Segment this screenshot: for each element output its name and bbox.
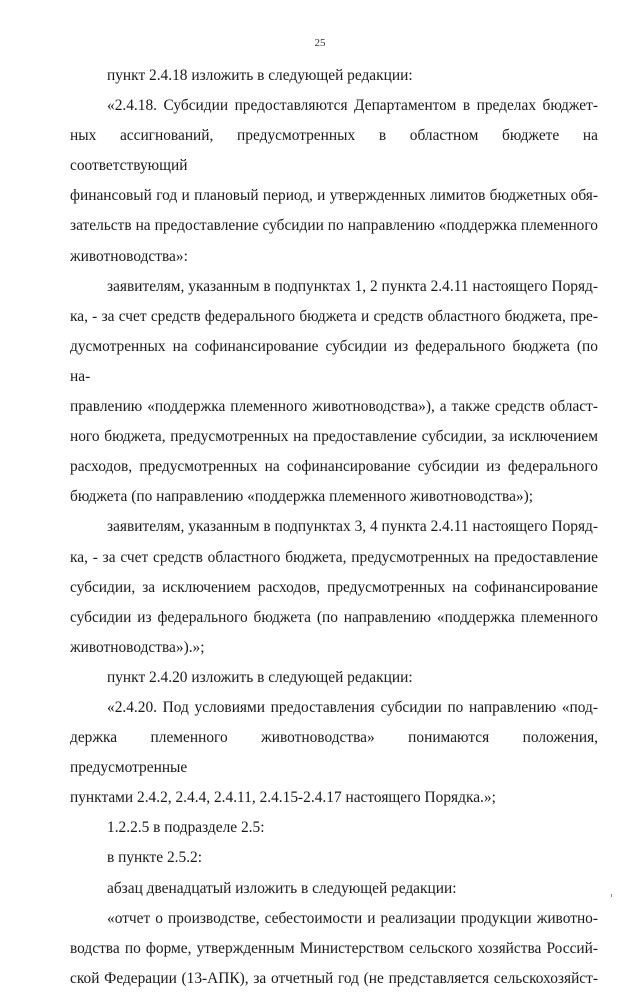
text-line: дусмотренных на софинансирование субсидии из федерального бюджета (по на- bbox=[70, 337, 598, 385]
text-line: водства по форме, утвержденным Министерством сельского хозяйства Россий- bbox=[70, 939, 598, 957]
paragraph-report-quote bbox=[70, 904, 598, 994]
text-line: «2.4.18. Субсидии предоставляются Департаментом в пределах бюджет- bbox=[107, 97, 598, 115]
text-line: животноводства»: bbox=[70, 247, 188, 265]
paragraph-applicants-3-4 bbox=[70, 512, 598, 662]
paragraph-intro-2-4-20 bbox=[70, 663, 598, 693]
text-line: пункт 2.4.20 изложить в следующей редакции: bbox=[107, 668, 413, 686]
text-line: ка, - за счет средств областного бюджета, предусмотренных на предоставление bbox=[70, 548, 598, 566]
paragraph-intro-2-4-18 bbox=[70, 61, 598, 91]
text-line: субсидии, за исключением расходов, предусмотренных на софинансирование bbox=[70, 578, 598, 596]
scan-edge-mark bbox=[611, 894, 612, 897]
text-line: субсидии из федерального бюджета (по направлению «поддержка племенного bbox=[70, 608, 598, 626]
text-line: «отчет о производстве, себестоимости и реализации продукции животно- bbox=[107, 909, 598, 927]
text-line: бюджета (по направлению «поддержка племенного животноводства»); bbox=[70, 488, 534, 506]
text-line: держка племенного животноводства» понимаются положения, предусмотренные bbox=[70, 729, 598, 777]
paragraph-twelfth-clause bbox=[70, 874, 598, 904]
text-line: ных ассигнований, предусмотренных в областном бюджете на соответствующий bbox=[70, 127, 598, 175]
paragraph-2-5-2 bbox=[70, 843, 598, 873]
text-line: пунктами 2.4.2, 2.4.4, 2.4.11, 2.4.15-2.4.17 настоящего Порядка.»; bbox=[70, 789, 496, 807]
text-line: ской Федерации (13-АПК), за отчетный год (не представляется сельскохозяйст- bbox=[70, 969, 598, 987]
paragraph-2-4-18 bbox=[70, 91, 598, 272]
text-line: заявителям, указанным в подпунктах 3, 4 пункта 2.4.11 настоящего Поряд- bbox=[107, 518, 598, 536]
text-line: «2.4.20. Под условиями предоставления субсидии по направлению «под- bbox=[107, 698, 598, 716]
page-number: 25 bbox=[314, 37, 326, 49]
text-line: ного бюджета, предусмотренных на предоставление субсидии, за исключением bbox=[70, 428, 598, 446]
text-line: абзац двенадцатый изложить в следующей редакции: bbox=[107, 879, 457, 897]
text-line: заявителям, указанным в подпунктах 1, 2 пункта 2.4.11 настоящего Поряд- bbox=[107, 277, 598, 295]
text-line: финансовый год и плановый период, и утвержденных лимитов бюджетных обя- bbox=[70, 187, 598, 205]
paragraph-1-2-2-5 bbox=[70, 813, 598, 843]
text-line: расходов, предусмотренных на софинансирование субсидии из федерального bbox=[70, 458, 598, 476]
text-line: пункт 2.4.18 изложить в следующей редакции: bbox=[107, 67, 413, 84]
text-line: ка, - за счет средств федерального бюджета и средств областного бюджета, пре- bbox=[70, 307, 598, 325]
text-line: правлению «поддержка племенного животноводства»), а также средств област- bbox=[70, 398, 598, 416]
text-line: животноводства»).»; bbox=[70, 638, 205, 656]
text-line: в пункте 2.5.2: bbox=[107, 849, 203, 867]
text-line: 1.2.2.5 в подразделе 2.5: bbox=[107, 819, 265, 837]
paragraph-applicants-1-2 bbox=[70, 272, 598, 513]
document-body bbox=[70, 61, 598, 994]
paragraph-2-4-20 bbox=[70, 693, 598, 813]
text-line: зательств на предоставление субсидии по направлению «поддержка племенного bbox=[70, 217, 598, 235]
